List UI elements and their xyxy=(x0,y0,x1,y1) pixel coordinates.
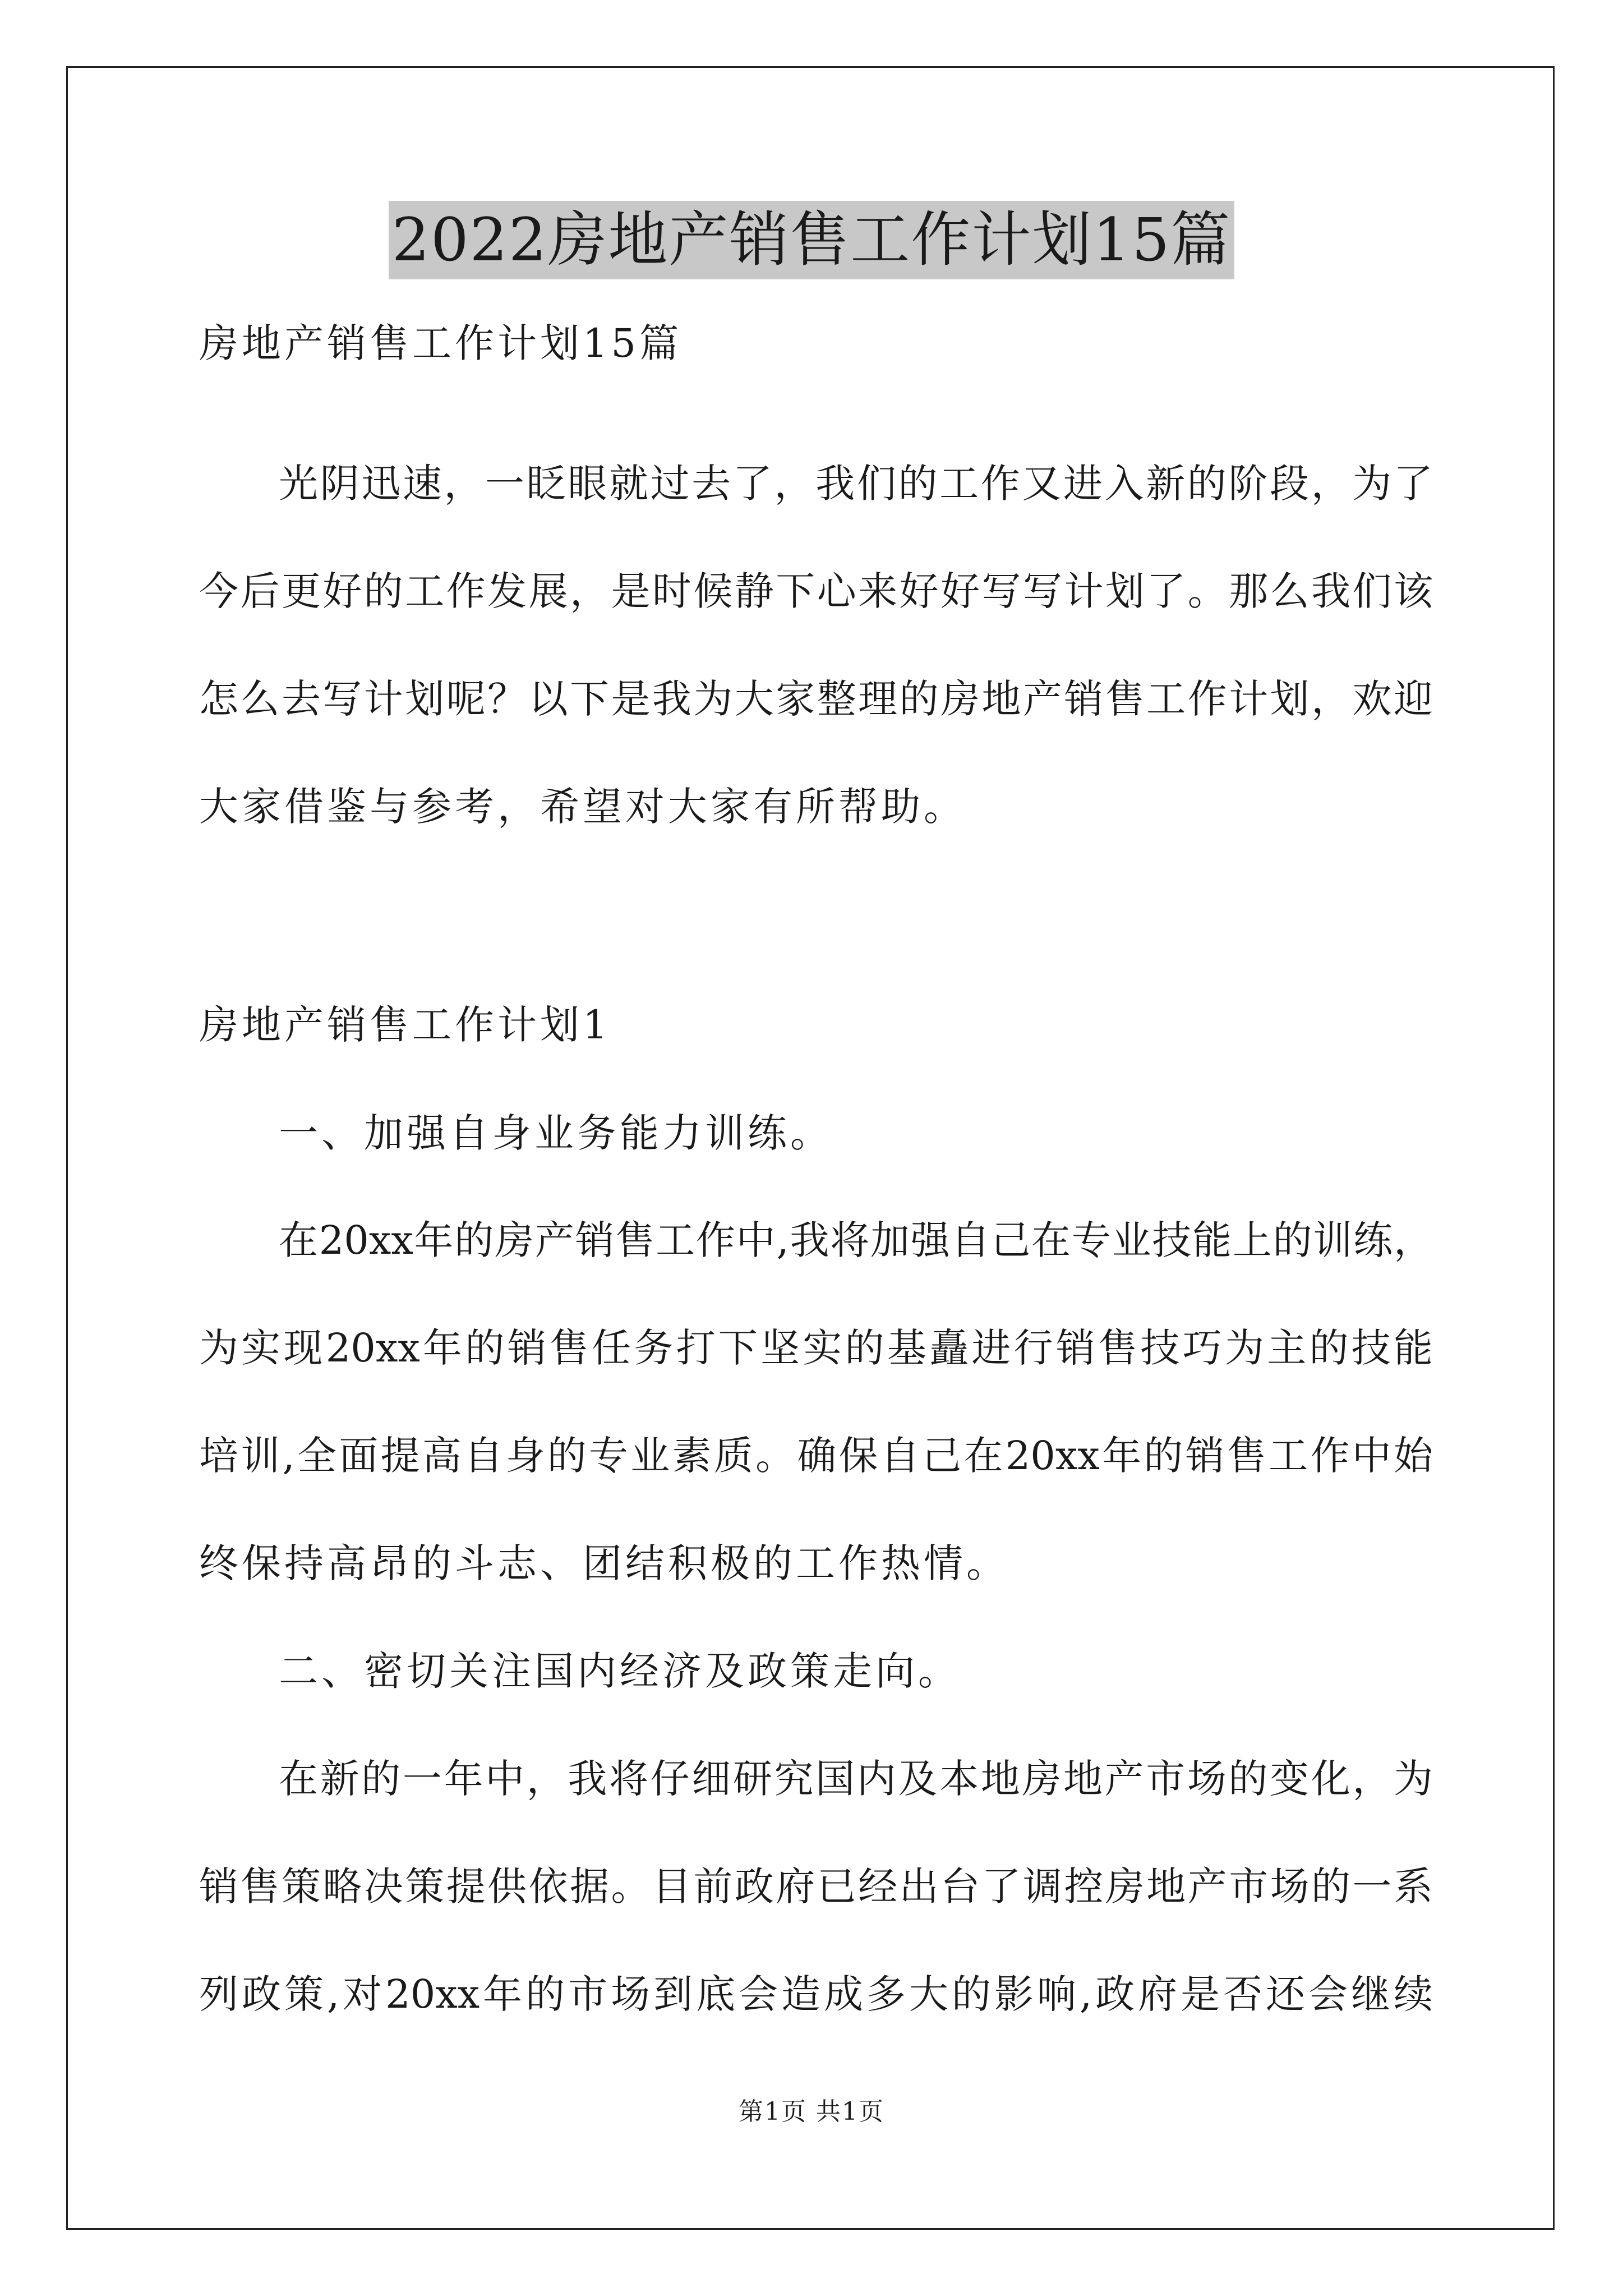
subtitle-line: 房地产销售工作计划15篇 xyxy=(199,320,683,366)
section-heading-1: 房地产销售工作计划1 xyxy=(199,1002,611,1048)
document-title: 2022房地产销售工作计划15篇 xyxy=(389,201,1235,279)
body-line-4: 终保持高昂的斗志、团结积极的工作热情。 xyxy=(199,1540,1009,1586)
body-line-3: 培训,全面提高自身的专业素质。确保自己在20xx年的销售工作中始 xyxy=(199,1433,1433,1479)
intro-line-2: 今后更好的工作发展，是时候静下心来好好写写计划了。那么我们该 xyxy=(199,568,1433,614)
intro-line-1: 光阴迅速，一眨眼就过去了，我们的工作又进入新的阶段，为了 xyxy=(279,461,1433,507)
page-footer: 第1页 共1页 xyxy=(739,2097,884,2126)
title-container xyxy=(0,201,1623,279)
body-line-7: 列政策,对20xx年的市场到底会造成多大的影响,政府是否还会继续 xyxy=(199,1971,1433,2017)
point-heading-2: 二、密切关注国内经济及政策走向。 xyxy=(279,1648,961,1694)
body-line-6: 销售策略决策提供依据。目前政府已经出台了调控房地产市场的一系 xyxy=(199,1864,1433,1910)
point-heading-1: 一、加强自身业务能力训练。 xyxy=(279,1110,833,1156)
intro-line-4: 大家借鉴与参考，希望对大家有所帮助。 xyxy=(199,784,966,830)
intro-line-3: 怎么去写计划呢？以下是我为大家整理的房地产销售工作计划，欢迎 xyxy=(199,676,1433,722)
body-line-5: 在新的一年中，我将仔细研究国内及本地房地产市场的变化，为 xyxy=(279,1756,1433,1802)
body-line-2: 为实现20xx年的销售任务打下坚实的基矗进行销售技巧为主的技能 xyxy=(199,1325,1433,1371)
body-line-1: 在20xx年的房产销售工作中,我将加强自己在专业技能上的训练， xyxy=(279,1217,1433,1263)
